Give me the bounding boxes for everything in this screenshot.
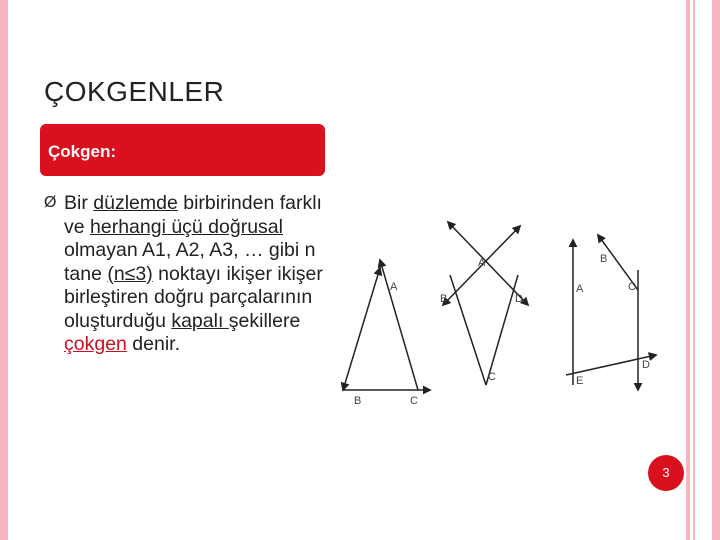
text-underlined: 3) [135, 262, 153, 285]
right-border-line-thin [693, 0, 695, 540]
triangle-label-b: B [354, 395, 362, 407]
arrow-bullet-icon: Ø [44, 194, 57, 211]
triangle-label-a: A [390, 281, 398, 293]
quad-label-d: D [642, 359, 650, 371]
text-segment: olmayan A1, A2, A3, … gibi n tane [64, 239, 316, 285]
text-underlined: (n [107, 262, 125, 285]
quad-label-a: A [576, 283, 584, 295]
banner-label: Çokgen: [48, 142, 116, 161]
text-segment: birbirinden farklı ve [64, 192, 322, 238]
triangle-label-c: C [410, 395, 418, 407]
text-segment: Bir [64, 192, 94, 214]
quad-label-b: B [600, 253, 608, 265]
right-border-decoration [712, 0, 720, 540]
highlighted-term: çokgen [64, 333, 127, 355]
definition-banner [40, 124, 325, 176]
polygon-figures [338, 210, 668, 410]
less-equal-symbol: ≤ [124, 262, 136, 285]
quad-label-e: E [576, 375, 584, 387]
right-border-line [686, 0, 690, 540]
open-shape-label-d: D [515, 293, 523, 305]
quad-label-c: C [628, 281, 636, 293]
open-shape-label-c: C [488, 371, 496, 383]
text-underlined: herhangi üçü doğrusal [90, 215, 283, 238]
text-underlined: düzlemde [93, 192, 178, 214]
definition-text [64, 192, 329, 357]
page-number-badge: 3 [648, 455, 684, 491]
text-segment: denir. [126, 333, 181, 355]
open-shape-label-b: B [440, 293, 448, 305]
open-shape-label-a: A [478, 257, 486, 269]
left-border-decoration [0, 0, 8, 540]
text-segment: noktayı ikişer ikişer birleştiren doğru parçalarının oluşturduğu [64, 262, 323, 332]
slide-title: ÇOKGENLER [44, 76, 225, 107]
text-segment: şekillere [228, 309, 301, 332]
text-underlined: kapalı [171, 309, 229, 332]
